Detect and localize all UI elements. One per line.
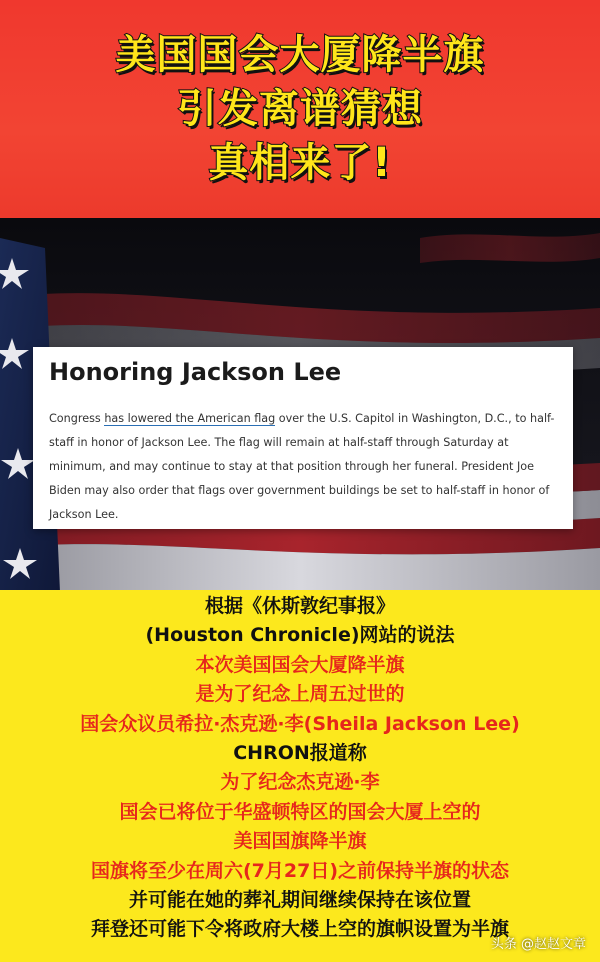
article-body <box>49 407 555 527</box>
headline-line-3: 真相来了! <box>208 140 392 186</box>
caption-line: 美国国旗降半旗 <box>233 830 367 853</box>
caption-line: 本次美国国会大厦降半旗 <box>195 653 405 676</box>
caption-area <box>0 590 600 962</box>
caption-line: CHRON报道称 <box>233 742 367 765</box>
article-link[interactable]: has lowered the American flag <box>104 412 276 425</box>
caption-line: 国会众议员希拉·杰克逊·李(Sheila Jackson Lee) <box>80 712 520 735</box>
caption-line: 为了纪念杰克逊·李 <box>220 771 380 794</box>
article-title: Honoring Jackson Lee <box>49 358 342 386</box>
caption-line: 是为了纪念上周五过世的 <box>195 683 405 706</box>
caption-line: 拜登还可能下令将政府大楼上空的旗帜设置为半旗 <box>90 918 509 941</box>
article-body-text-2: over the U.S. Capitol in Washington, D.C., to half-staff in honor of Jackson Lee. The flag will remain at half-staff through Saturday at minimum, and may continue to stay at that position through her funeral. President Joe Biden may also order that flags over government buildings be set to half-staff in honor of Jackson Lee. <box>49 412 555 521</box>
headline-line-1: 美国国会大厦降半旗 <box>115 32 485 78</box>
watermark <box>491 933 586 952</box>
headline-line-2: 引发离谱猜想 <box>177 86 423 132</box>
caption-line: 国旗将至少在周六(7月27日)之前保持半旗的状态 <box>90 859 510 882</box>
caption-line: 国会已将位于华盛顿特区的国会大厦上空的 <box>119 800 481 823</box>
caption-line: 并可能在她的葬礼期间继续保持在该位置 <box>128 889 471 912</box>
headline-banner <box>0 0 600 218</box>
article-card <box>33 347 573 529</box>
watermark-text: 头条 @赵赵文章 <box>490 937 586 952</box>
caption-line: (Houston Chronicle)网站的说法 <box>145 624 455 647</box>
article-body-text-1: Congress <box>49 412 105 425</box>
caption-line: 根据《休斯敦纪事报》 <box>204 595 395 617</box>
